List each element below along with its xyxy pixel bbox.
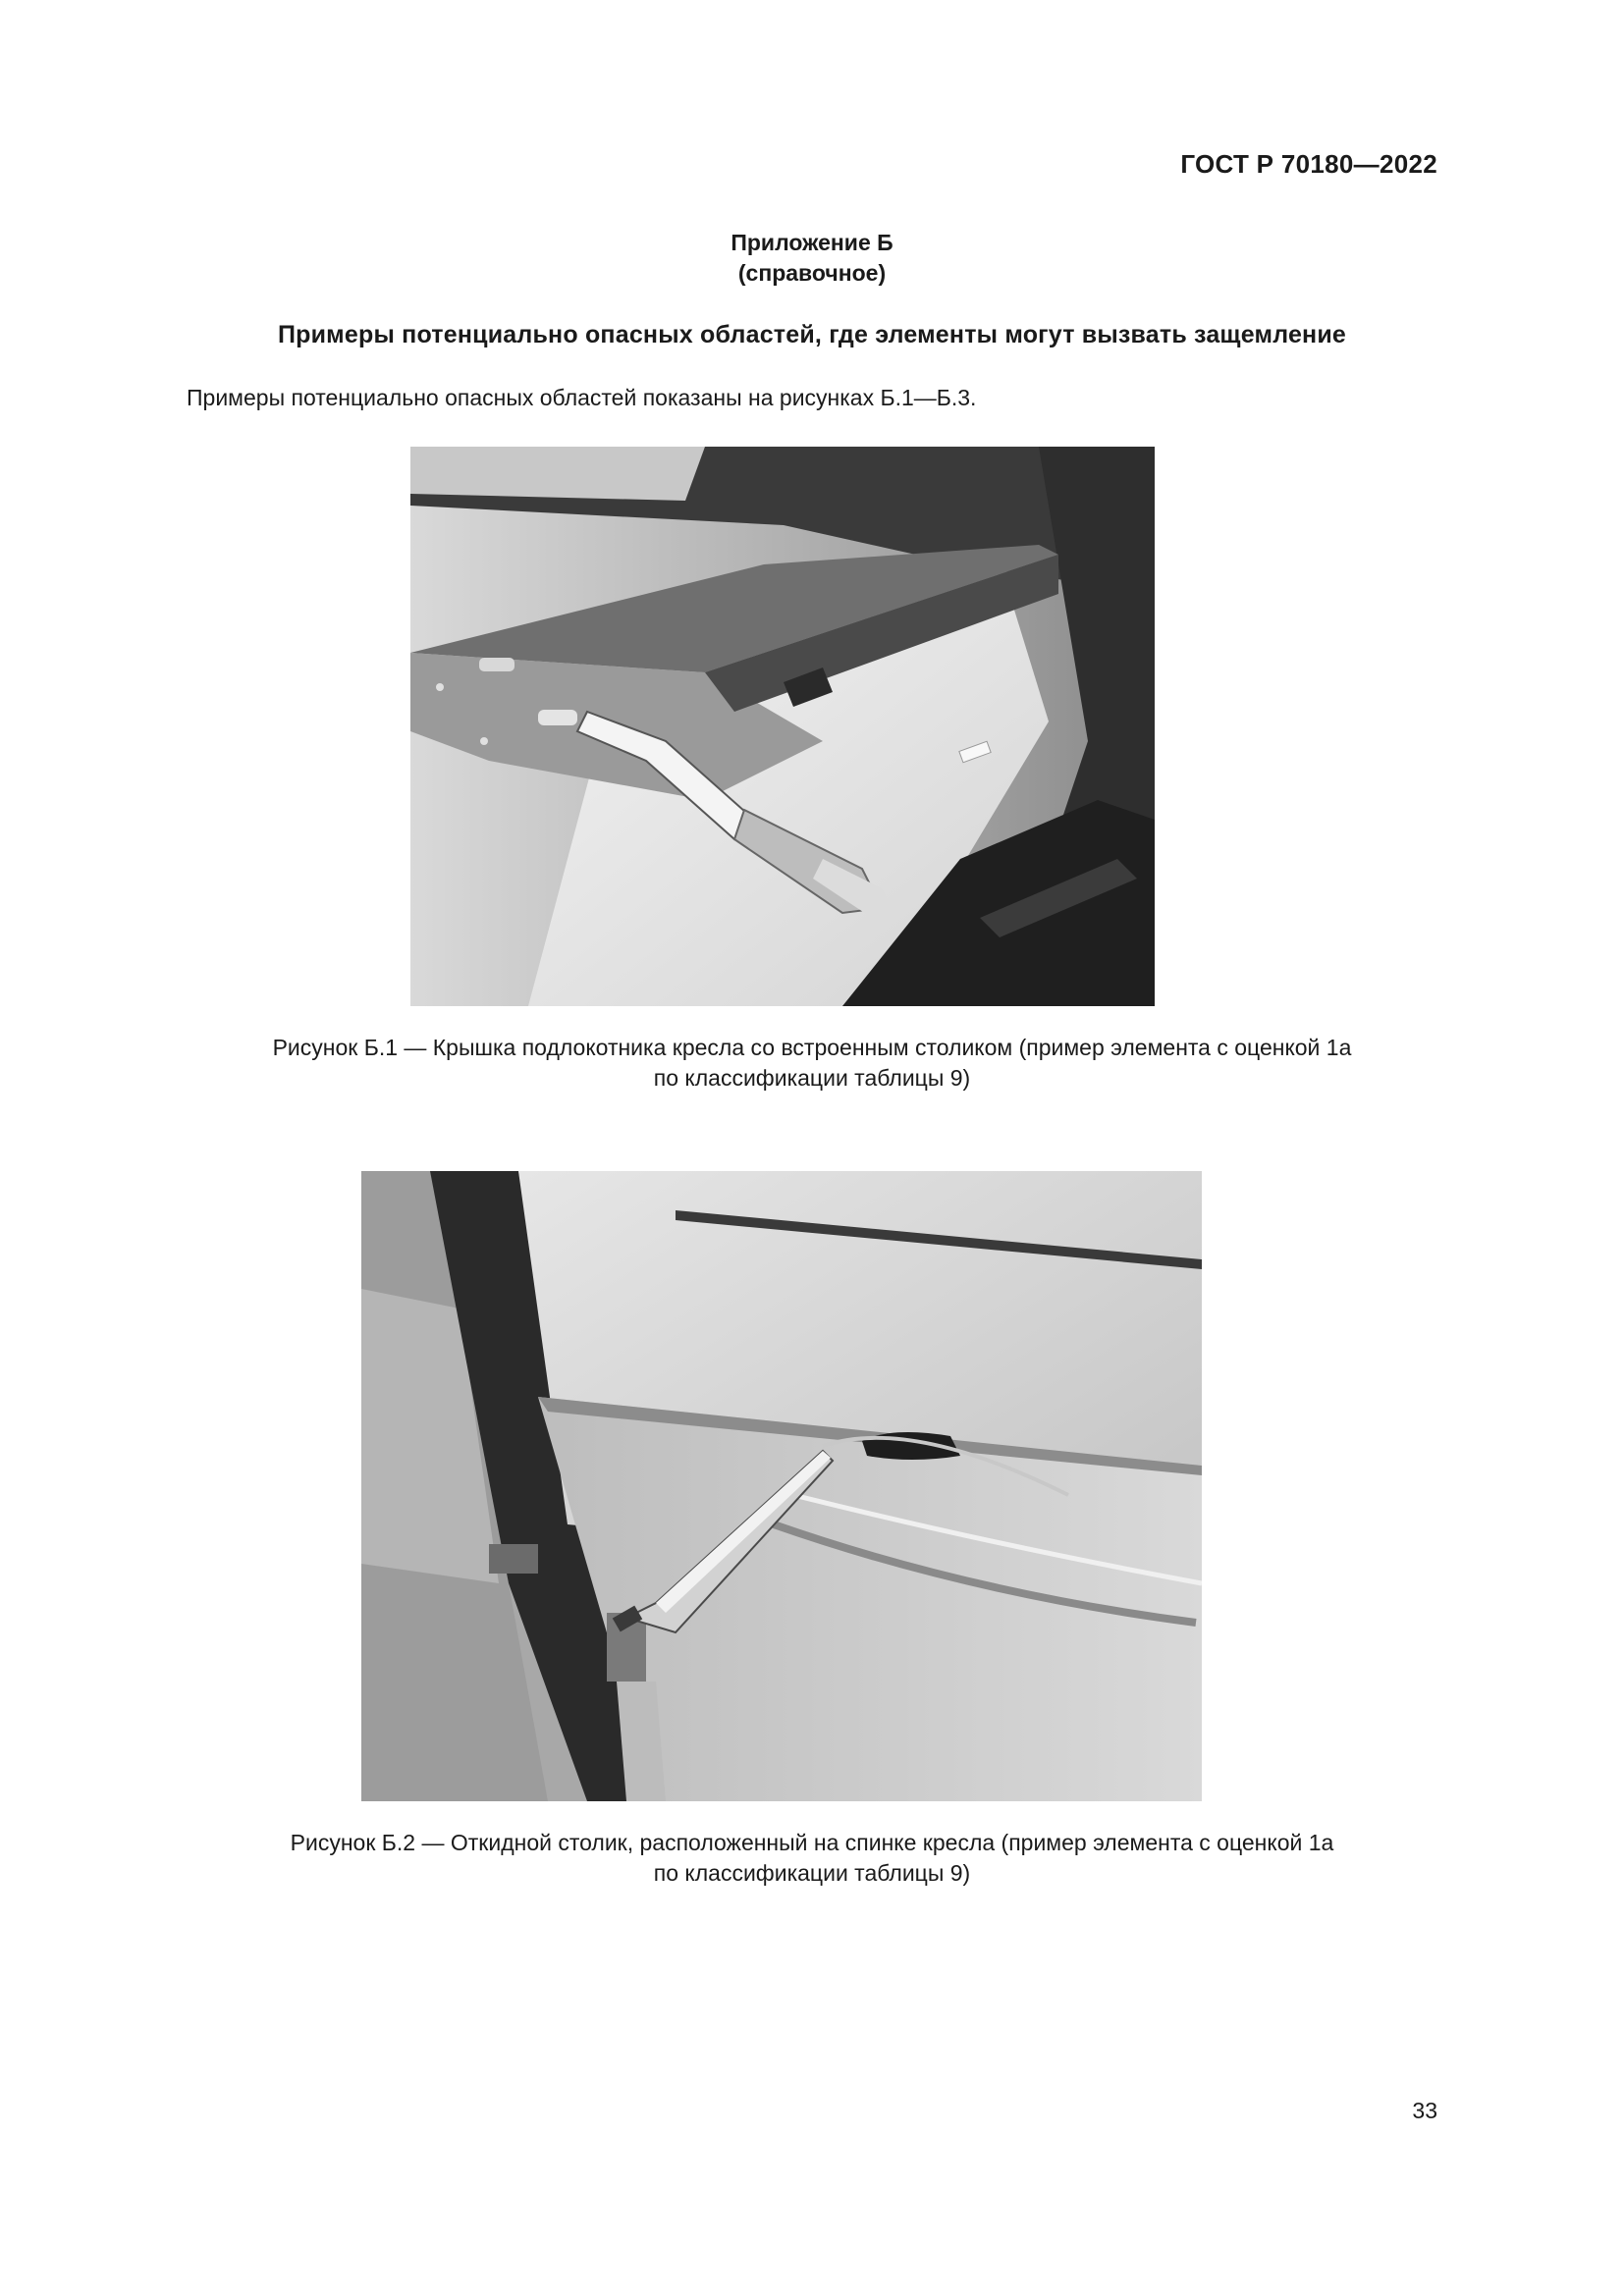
figure-b1-caption-line1: Рисунок Б.1 — Крышка подлокотника кресла со встроенным столиком (пример элемента с оценкой 1а bbox=[272, 1035, 1352, 1060]
figure-b1-photo bbox=[410, 447, 1155, 1006]
standard-code: ГОСТ Р 70180—2022 bbox=[1180, 149, 1437, 179]
section-title: Примеры потенциально опасных областей, где элементы могут вызвать защемление bbox=[277, 321, 1347, 348]
appendix-subtitle: (справочное) bbox=[737, 260, 887, 286]
appendix-title: Приложение Б bbox=[731, 230, 893, 255]
figure-b1-caption-line2: по классификации таблицы 9) bbox=[653, 1065, 971, 1091]
page-number: 33 bbox=[1412, 2098, 1437, 2123]
figure-b2-caption-line2: по классификации таблицы 9) bbox=[653, 1860, 971, 1886]
figure-b2-caption-line1: Рисунок Б.2 — Откидной столик, расположенный на спинке кресла (пример элемента с оценкой 1а bbox=[290, 1830, 1334, 1855]
intro-paragraph: Примеры потенциально опасных областей показаны на рисунках Б.1—Б.3. bbox=[187, 385, 977, 410]
figure-b2-photo bbox=[361, 1171, 1202, 1801]
